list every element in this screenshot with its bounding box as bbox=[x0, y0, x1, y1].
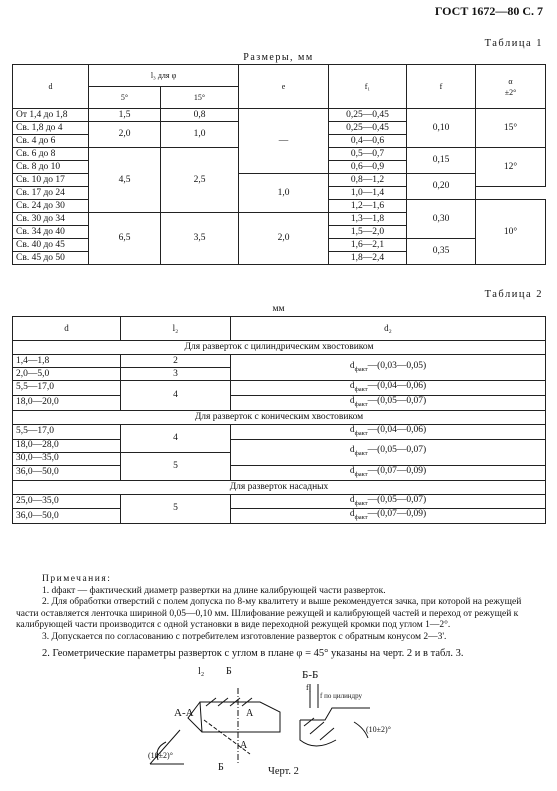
t1-header-5deg: 5° bbox=[89, 87, 161, 109]
t1-d-cell: Св. 40 до 45 bbox=[13, 239, 89, 252]
d2-symbol: d bbox=[349, 395, 355, 406]
page-header: ГОСТ 1672—80 С. 7 bbox=[434, 4, 543, 18]
t2-d2-cell bbox=[231, 439, 546, 465]
t1-alpha-symbol: α bbox=[508, 76, 513, 86]
t1-d-cell: Св. 45 до 50 bbox=[13, 252, 89, 265]
t2-d-cell: 36,0—50,0 bbox=[13, 509, 121, 524]
notes-heading: Примечания: bbox=[42, 574, 112, 584]
t1-e-cell: 1,0 bbox=[239, 174, 329, 213]
t1-f1-cell: 0,25—0,45 bbox=[329, 109, 407, 122]
t1-header-e: e bbox=[239, 65, 329, 109]
t2-d2-cell bbox=[231, 381, 546, 396]
t2-d2-cell bbox=[231, 509, 546, 524]
d2-value: —(0,07—0,09) bbox=[367, 509, 427, 520]
t1-header-d: d bbox=[13, 65, 89, 109]
d2-symbol: d bbox=[349, 509, 355, 520]
t2-header-d: d bbox=[13, 317, 121, 341]
lbl-angle2: (10±2)° bbox=[366, 725, 391, 734]
lbl-aa: А-А bbox=[174, 707, 194, 719]
t2-d-cell: 36,0—50,0 bbox=[13, 465, 121, 480]
tool-outline bbox=[200, 702, 280, 732]
t2-d2-cell bbox=[231, 465, 546, 480]
table1-units: Размеры, мм bbox=[243, 52, 314, 63]
lbl-b2: Б bbox=[218, 762, 224, 770]
t1-l3-15-cell: 2,5 bbox=[161, 148, 239, 213]
d2-value: —(0,05—0,07) bbox=[367, 395, 427, 406]
t1-alpha-cell: 15° bbox=[476, 109, 546, 148]
t2-l2-cell: 2 bbox=[121, 355, 231, 368]
d2-symbol: d bbox=[349, 494, 355, 505]
d2-subscript: факт bbox=[354, 450, 368, 458]
t1-l3-15-cell: 3,5 bbox=[161, 213, 239, 265]
d2-symbol: d bbox=[349, 381, 355, 391]
t1-f1-cell: 0,5—0,7 bbox=[329, 148, 407, 161]
t2-l2-cell: 5 bbox=[121, 494, 231, 524]
t2-l2-cell: 4 bbox=[121, 381, 231, 411]
table2-caption: Таблица 2 bbox=[484, 289, 543, 300]
t1-d-cell: Св. 30 до 34 bbox=[13, 213, 89, 226]
table1-caption: Таблица 1 bbox=[484, 38, 543, 49]
table2 bbox=[12, 316, 546, 524]
t1-f1-cell: 1,0—1,4 bbox=[329, 187, 407, 200]
t1-f1-cell: 0,8—1,2 bbox=[329, 174, 407, 187]
t1-l3-5-cell: 1,5 bbox=[89, 109, 161, 122]
lbl-fzone: f по цилиндру bbox=[320, 692, 363, 700]
paragraph-2: 2. Геометрические параметры разверток с углом в плане φ = 45° указаны на черт. 2 и в табл. 3. bbox=[42, 648, 464, 659]
t2-d-cell: 18,0—20,0 bbox=[13, 395, 121, 410]
note-3: 3. Допускается по согласованию с потребителем изготовление разверток с обратным конусом 2—3'. bbox=[42, 631, 447, 642]
t1-f-cell: 0,20 bbox=[407, 174, 476, 200]
t2-l2-cell: 3 bbox=[121, 368, 231, 381]
t1-d-cell: Св. 34 до 40 bbox=[13, 226, 89, 239]
d2-symbol: d bbox=[349, 424, 355, 435]
notes bbox=[16, 574, 546, 643]
drawing-2 bbox=[140, 660, 440, 770]
t1-d-cell: Св. 1,8 до 4 bbox=[13, 122, 89, 135]
t1-f1-cell: 1,8—2,4 bbox=[329, 252, 407, 265]
d2-subscript: факт bbox=[354, 499, 368, 507]
d2-subscript: факт bbox=[354, 429, 368, 437]
t1-f1-cell: 1,2—1,6 bbox=[329, 200, 407, 213]
t1-alpha-cell: 12° bbox=[476, 148, 546, 187]
note-1: 1. dфакт — фактический диаметр развертки на длине калибрующей части разверток. bbox=[42, 585, 386, 596]
table1 bbox=[12, 64, 546, 265]
t2-d2-cell bbox=[231, 395, 546, 410]
t1-l3-5-cell: 2,0 bbox=[89, 122, 161, 148]
d2-value: —(0,04—0,06) bbox=[367, 381, 427, 391]
t1-d-cell: От 1,4 до 1,8 bbox=[13, 109, 89, 122]
t2-d2-cell bbox=[231, 424, 546, 439]
t2-d-cell: 18,0—28,0 bbox=[13, 439, 121, 452]
t1-header-15deg: 15° bbox=[161, 87, 239, 109]
lbl-f1: f₁ bbox=[306, 683, 312, 692]
t1-f1-cell: 1,3—1,8 bbox=[329, 213, 407, 226]
t2-l2-cell: 5 bbox=[121, 452, 231, 480]
t2-header-l2: l₂ bbox=[121, 317, 231, 341]
t2-section-shell: Для разверток насадных bbox=[13, 480, 546, 494]
t2-d-cell: 2,0—5,0 bbox=[13, 368, 121, 381]
t1-f-cell: 0,35 bbox=[407, 239, 476, 265]
t2-section-cylindrical: Для разверток с цилиндрическим хвостовиком bbox=[13, 341, 546, 355]
d2-value: —(0,03—0,05) bbox=[367, 360, 427, 371]
d2-value: —(0,04—0,06) bbox=[367, 424, 427, 435]
t1-header-alpha bbox=[476, 65, 546, 109]
t1-l3-15-cell: 0,8 bbox=[161, 109, 239, 122]
t1-f-cell: 0,15 bbox=[407, 148, 476, 174]
t1-l3-5-cell: 4,5 bbox=[89, 148, 161, 213]
t2-l2-cell: 4 bbox=[121, 424, 231, 452]
table2-units: мм bbox=[272, 304, 285, 314]
t1-d-cell: Св. 8 до 10 bbox=[13, 161, 89, 174]
d2-symbol: d bbox=[349, 445, 355, 456]
t1-f1-cell: 1,5—2,0 bbox=[329, 226, 407, 239]
t1-f1-cell: 0,25—0,45 bbox=[329, 122, 407, 135]
t1-l3-5-cell: 6,5 bbox=[89, 213, 161, 265]
t2-d-cell: 5,5—17,0 bbox=[13, 424, 121, 439]
lbl-angle: (10±2)° bbox=[148, 751, 173, 760]
lbl-l2: l₂ bbox=[198, 666, 205, 677]
t1-e-cell: — bbox=[239, 109, 329, 174]
t1-header-f1: f₁ bbox=[329, 65, 407, 109]
t1-alpha-tol: ±2° bbox=[504, 87, 517, 97]
t1-l3-15-cell: 1,0 bbox=[161, 122, 239, 148]
note-2: 2. Для обработки отверстий с полем допуска по 8-му квалитету и выше рекомендуется зачка, при которой на режущей части оставляется ленточка шириной 0,05—0,10 мм. Шлифование режущей и калибрующей частей и переход от режущей к калибрующей части производится с одной установки в виде переходной режущей кромки под углом 1—2°. bbox=[16, 597, 522, 630]
figure-caption: Черт. 2 bbox=[268, 766, 299, 777]
t2-d-cell: 30,0—35,0 bbox=[13, 452, 121, 465]
t1-e-cell: 2,0 bbox=[239, 213, 329, 265]
d2-subscript: факт bbox=[354, 470, 368, 478]
d2-subscript: факт bbox=[354, 365, 368, 373]
t2-header-d2: d₂ bbox=[231, 317, 546, 341]
d2-value: —(0,05—0,07) bbox=[367, 445, 427, 456]
d2-subscript: факт bbox=[354, 514, 368, 522]
t1-f1-cell: 0,4—0,6 bbox=[329, 135, 407, 148]
bb-hatch bbox=[304, 718, 334, 740]
t2-section-conical: Для разверток с коническим хвостовиком bbox=[13, 410, 546, 424]
t1-d-cell: Св. 6 до 8 bbox=[13, 148, 89, 161]
t1-d-cell: Св. 17 до 24 bbox=[13, 187, 89, 200]
t2-d2-cell bbox=[231, 494, 546, 509]
lbl-b1: Б bbox=[226, 666, 232, 677]
bb-profile bbox=[300, 708, 370, 746]
lbl-a1: А bbox=[246, 708, 254, 719]
d2-value: —(0,07—0,09) bbox=[367, 465, 427, 476]
t1-alpha-cell: 10° bbox=[476, 200, 546, 265]
t1-d-cell: Св. 24 до 30 bbox=[13, 200, 89, 213]
d2-subscript: факт bbox=[354, 400, 368, 408]
t2-d-cell: 1,4—1,8 bbox=[13, 355, 121, 368]
lbl-a2: А bbox=[240, 740, 248, 751]
t1-d-cell: Св. 4 до 6 bbox=[13, 135, 89, 148]
d2-symbol: d bbox=[349, 360, 355, 371]
t1-header-f: f bbox=[407, 65, 476, 109]
t2-d-cell: 25,0—35,0 bbox=[13, 494, 121, 509]
t2-d2-cell bbox=[231, 355, 546, 381]
d2-symbol: d bbox=[349, 465, 355, 476]
t1-f-cell: 0,10 bbox=[407, 109, 476, 148]
lbl-section: Б-Б bbox=[302, 669, 319, 681]
t2-d-cell: 5,5—17,0 bbox=[13, 381, 121, 396]
t1-f1-cell: 0,6—0,9 bbox=[329, 161, 407, 174]
d2-value: —(0,05—0,07) bbox=[367, 494, 427, 505]
t1-f1-cell: 1,6—2,1 bbox=[329, 239, 407, 252]
t1-header-l3: l₃ для φ bbox=[89, 65, 239, 87]
t1-f-cell: 0,30 bbox=[407, 200, 476, 239]
d2-subscript: факт bbox=[354, 385, 368, 393]
t1-d-cell: Св. 10 до 17 bbox=[13, 174, 89, 187]
